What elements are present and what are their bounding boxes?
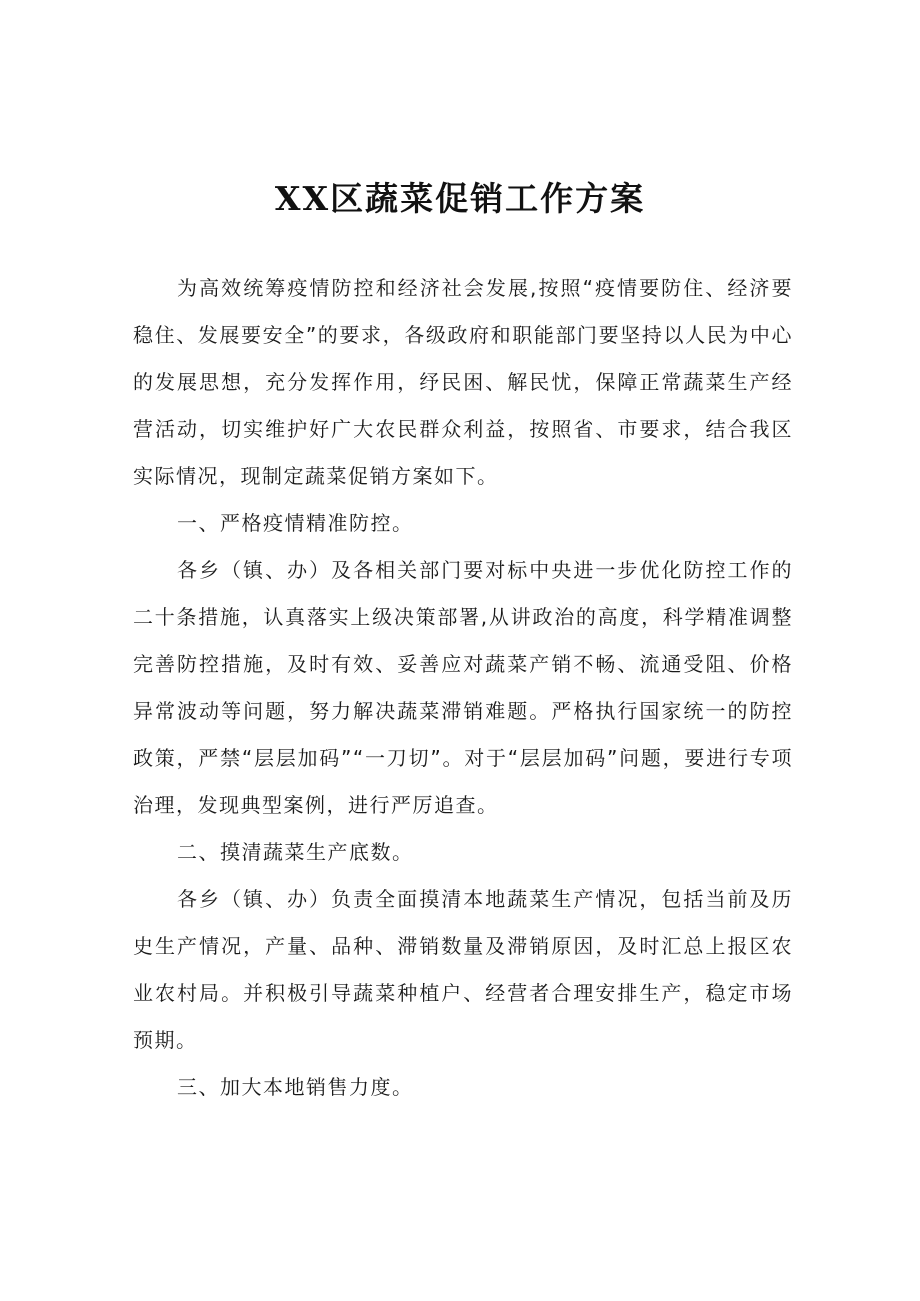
section-heading-2: 二、摸清蔬菜生产底数。 (177, 840, 414, 864)
document-title: XX区蔬菜促销工作方案 (274, 179, 646, 218)
paragraph-section-2: 各乡（镇、办）负责全面摸清本地蔬菜生产情况，包括当前及历史生产情况，产量、品种、滞销数量及滞销原因，及时汇总上报区农业农村局。并积极引导蔬菜种植户、经营者合理安排生产，稳定市场预期。 (133, 887, 793, 1052)
paragraph-intro: 为高效统筹疫情防控和经济社会发展,按照“疫情要防住、经济要稳住、发展要安全”的要求，各级政府和职能部门要坚持以人民为中心的发展思想，充分发挥作用，纾民困、解民忧，保障正常蔬菜生产经营活动，切实维护好广大农民群众利益，按照省、市要求，结合我区实际情况，现制定蔬菜促销方案如下。 (133, 276, 793, 488)
section-heading-1: 一、严格疫情精准防控。 (177, 511, 414, 535)
section-heading-3: 三、加大本地销售力度。 (177, 1075, 414, 1099)
paragraph-section-1: 各乡（镇、办）及各相关部门要对标中央进一步优化防控工作的二十条措施，认真落实上级决策部署,从讲政治的高度，科学精准调整完善防控措施，及时有效、妥善应对蔬菜产销不畅、流通受阻、价格异常波动等问题，努力解决蔬菜滞销难题。严格执行国家统一的防控政策，严禁“层层加码”“一刀切”。对于“层层加码”问题，要进行专项治理，发现典型案例，进行严厉追查。 (133, 558, 793, 817)
document-body (133, 265, 793, 1111)
